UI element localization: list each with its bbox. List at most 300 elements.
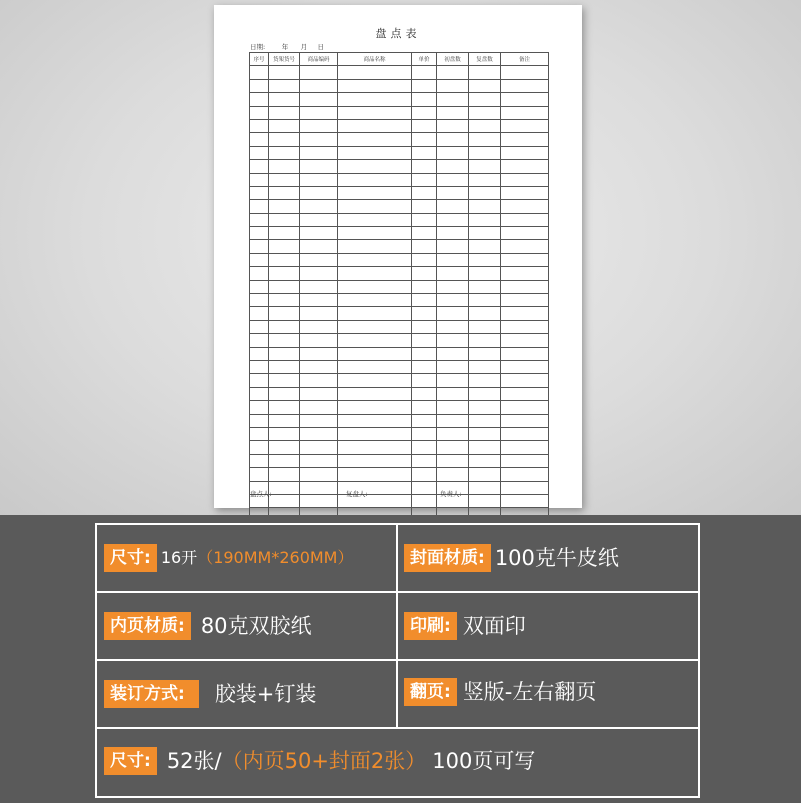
table-row: [250, 280, 549, 293]
table-cell: [437, 186, 469, 199]
table-cell: [469, 294, 501, 307]
table-cell: [437, 427, 469, 440]
table-cell: [412, 441, 437, 454]
table-cell: [437, 387, 469, 400]
table-cell: [269, 93, 300, 106]
table-cell: [250, 173, 269, 186]
table-cell: [338, 106, 412, 119]
inventory-sheet: [214, 5, 582, 508]
table-cell: [300, 133, 338, 146]
table-cell: [338, 227, 412, 240]
table-cell: [437, 227, 469, 240]
table-cell: [501, 213, 549, 226]
table-cell: [412, 481, 437, 494]
table-cell: [412, 468, 437, 481]
table-cell: [338, 186, 412, 199]
table-cell: [412, 200, 437, 213]
table-cell: [469, 481, 501, 494]
table-cell: [469, 173, 501, 186]
spec-cover-material: [404, 544, 619, 572]
column-header: 货架货号: [269, 53, 300, 66]
table-row: [250, 227, 549, 240]
column-header: 商品名称: [338, 53, 412, 66]
table-cell: [412, 454, 437, 467]
table-cell: [437, 441, 469, 454]
counter-signature-label: 盘点人:: [250, 490, 272, 498]
table-cell: [250, 280, 269, 293]
table-cell: [338, 79, 412, 92]
table-cell: [269, 441, 300, 454]
table-cell: [300, 294, 338, 307]
table-cell: [501, 401, 549, 414]
table-cell: [300, 280, 338, 293]
size-detail: （190MM*260MM）: [197, 548, 354, 567]
table-cell: [250, 387, 269, 400]
table-cell: [338, 294, 412, 307]
table-cell: [469, 79, 501, 92]
manager-signature-label: 负责人:: [440, 490, 462, 498]
table-row: [250, 374, 549, 387]
cover-material-label: 封面材质:: [404, 544, 491, 572]
table-cell: [501, 253, 549, 266]
table-cell: [338, 374, 412, 387]
table-cell: [501, 173, 549, 186]
table-cell: [250, 441, 269, 454]
table-cell: [412, 320, 437, 333]
binding-label: 装订方式:: [104, 680, 199, 708]
table-cell: [250, 320, 269, 333]
table-cell: [338, 173, 412, 186]
table-cell: [269, 66, 300, 79]
table-cell: [338, 360, 412, 373]
flip-value: 竖版-左右翻页: [462, 680, 597, 704]
table-cell: [501, 106, 549, 119]
table-row: [250, 468, 549, 481]
table-cell: [300, 66, 338, 79]
table-cell: [300, 307, 338, 320]
table-cell: [338, 93, 412, 106]
table-cell: [269, 334, 300, 347]
table-cell: [250, 307, 269, 320]
table-cell: [437, 79, 469, 92]
table-cell: [412, 173, 437, 186]
table-row: [250, 79, 549, 92]
table-cell: [501, 374, 549, 387]
table-cell: [469, 334, 501, 347]
table-cell: [269, 253, 300, 266]
table-cell: [338, 200, 412, 213]
table-cell: [501, 387, 549, 400]
table-cell: [469, 213, 501, 226]
table-cell: [338, 240, 412, 253]
table-cell: [469, 160, 501, 173]
table-cell: [501, 240, 549, 253]
table-cell: [501, 347, 549, 360]
table-cell: [437, 280, 469, 293]
table-cell: [300, 106, 338, 119]
table-cell: [501, 160, 549, 173]
table-cell: [501, 146, 549, 159]
table-cell: [437, 468, 469, 481]
date-line: 日期: 年 月 日: [250, 43, 324, 51]
table-cell: [469, 93, 501, 106]
table-cell: [501, 133, 549, 146]
table-cell: [412, 294, 437, 307]
table-cell: [412, 401, 437, 414]
table-cell: [412, 387, 437, 400]
table-row: [250, 186, 549, 199]
table-cell: [338, 320, 412, 333]
table-cell: [469, 454, 501, 467]
table-cell: [469, 441, 501, 454]
table-row: [250, 347, 549, 360]
table-row: [250, 360, 549, 373]
table-cell: [250, 267, 269, 280]
table-cell: [437, 320, 469, 333]
table-cell: [412, 414, 437, 427]
table-cell: [300, 360, 338, 373]
size-label: 尺寸:: [104, 544, 157, 572]
table-cell: [300, 414, 338, 427]
table-cell: [469, 427, 501, 440]
table-row: [250, 387, 549, 400]
spec-panel: [0, 515, 801, 803]
table-row: [250, 481, 549, 494]
table-cell: [437, 200, 469, 213]
spec-inner-material: [104, 612, 312, 640]
table-cell: [338, 280, 412, 293]
table-cell: [501, 454, 549, 467]
table-cell: [412, 213, 437, 226]
table-cell: [269, 119, 300, 132]
table-cell: [338, 160, 412, 173]
table-cell: [437, 267, 469, 280]
table-cell: [501, 227, 549, 240]
table-cell: [250, 294, 269, 307]
table-row: [250, 119, 549, 132]
table-cell: [300, 213, 338, 226]
table-cell: [501, 334, 549, 347]
table-cell: [501, 360, 549, 373]
table-row: [250, 320, 549, 333]
table-cell: [269, 481, 300, 494]
table-row: [250, 93, 549, 106]
table-cell: [437, 401, 469, 414]
table-cell: [412, 267, 437, 280]
table-cell: [250, 146, 269, 159]
spec-grid: [0, 515, 801, 803]
table-cell: [250, 427, 269, 440]
table-row: [250, 66, 549, 79]
table-cell: [501, 441, 549, 454]
inventory-table: [249, 52, 549, 522]
table-cell: [469, 186, 501, 199]
table-cell: [501, 267, 549, 280]
table-cell: [269, 307, 300, 320]
table-cell: [469, 200, 501, 213]
table-cell: [250, 66, 269, 79]
table-cell: [269, 347, 300, 360]
table-row: [250, 294, 549, 307]
table-cell: [250, 213, 269, 226]
table-row: [250, 307, 549, 320]
table-cell: [269, 79, 300, 92]
table-cell: [269, 227, 300, 240]
table-cell: [300, 427, 338, 440]
table-cell: [250, 79, 269, 92]
table-cell: [250, 106, 269, 119]
table-cell: [437, 294, 469, 307]
table-row: [250, 160, 549, 173]
table-cell: [338, 66, 412, 79]
sheet-count-value: 52张/: [166, 749, 222, 773]
sheet-count-label: 尺寸:: [104, 747, 157, 775]
table-cell: [469, 106, 501, 119]
table-cell: [250, 334, 269, 347]
table-cell: [437, 213, 469, 226]
table-cell: [412, 119, 437, 132]
printing-value: 双面印: [462, 614, 526, 638]
column-header: 复盘数: [469, 53, 501, 66]
table-cell: [300, 160, 338, 173]
table-cell: [338, 454, 412, 467]
table-cell: [338, 347, 412, 360]
table-cell: [412, 307, 437, 320]
table-cell: [412, 494, 437, 507]
table-cell: [501, 93, 549, 106]
table-cell: [412, 360, 437, 373]
table-cell: [338, 213, 412, 226]
table-cell: [269, 133, 300, 146]
table-cell: [250, 374, 269, 387]
table-cell: [501, 186, 549, 199]
table-cell: [469, 119, 501, 132]
table-cell: [300, 387, 338, 400]
table-cell: [338, 267, 412, 280]
grid-line: [396, 523, 398, 729]
table-cell: [412, 186, 437, 199]
table-cell: [412, 146, 437, 159]
table-cell: [412, 334, 437, 347]
table-cell: [501, 307, 549, 320]
table-row: [250, 253, 549, 266]
table-cell: [338, 146, 412, 159]
table-cell: [501, 66, 549, 79]
table-row: [250, 173, 549, 186]
table-cell: [300, 454, 338, 467]
table-cell: [469, 494, 501, 507]
table-cell: [501, 280, 549, 293]
table-cell: [437, 334, 469, 347]
table-cell: [469, 360, 501, 373]
table-cell: [269, 267, 300, 280]
table-cell: [338, 307, 412, 320]
spec-sheet-count: [104, 747, 535, 775]
table-cell: [269, 427, 300, 440]
flip-label: 翻页:: [404, 678, 457, 706]
table-cell: [437, 253, 469, 266]
table-row: [250, 240, 549, 253]
table-cell: [469, 133, 501, 146]
table-cell: [412, 347, 437, 360]
column-header: 备注: [501, 53, 549, 66]
table-cell: [437, 347, 469, 360]
table-row: [250, 200, 549, 213]
table-cell: [338, 401, 412, 414]
table-cell: [437, 160, 469, 173]
table-cell: [437, 66, 469, 79]
table-cell: [269, 200, 300, 213]
table-cell: [250, 454, 269, 467]
table-cell: [250, 347, 269, 360]
table-cell: [300, 374, 338, 387]
table-row: [250, 146, 549, 159]
table-cell: [300, 334, 338, 347]
table-cell: [338, 441, 412, 454]
table-row: [250, 133, 549, 146]
table-cell: [437, 240, 469, 253]
table-cell: [469, 280, 501, 293]
table-cell: [412, 106, 437, 119]
spec-binding: [104, 680, 316, 708]
table-cell: [437, 146, 469, 159]
table-cell: [412, 79, 437, 92]
table-cell: [250, 401, 269, 414]
table-cell: [412, 133, 437, 146]
table-cell: [469, 320, 501, 333]
table-row: [250, 414, 549, 427]
sheet-count-detail: （内页50+封面2张）: [221, 749, 427, 773]
grid-line: [698, 523, 700, 798]
table-cell: [300, 186, 338, 199]
table-cell: [269, 374, 300, 387]
recounter-signature-label: 复盘人:: [346, 490, 368, 498]
table-cell: [269, 387, 300, 400]
table-cell: [338, 133, 412, 146]
table-cell: [269, 294, 300, 307]
table-cell: [250, 93, 269, 106]
table-cell: [412, 66, 437, 79]
table-cell: [469, 307, 501, 320]
table-cell: [269, 146, 300, 159]
table-cell: [469, 240, 501, 253]
table-cell: [469, 66, 501, 79]
table-cell: [412, 280, 437, 293]
table-cell: [269, 360, 300, 373]
table-cell: [300, 253, 338, 266]
table-cell: [469, 267, 501, 280]
table-cell: [469, 146, 501, 159]
table-cell: [300, 240, 338, 253]
table-cell: [469, 387, 501, 400]
table-cell: [469, 468, 501, 481]
table-cell: [250, 186, 269, 199]
inner-material-value: 80克双胶纸: [200, 614, 312, 638]
table-cell: [437, 360, 469, 373]
column-header: 商品编码: [300, 53, 338, 66]
table-cell: [300, 146, 338, 159]
table-cell: [412, 93, 437, 106]
table-cell: [469, 227, 501, 240]
table-cell: [338, 334, 412, 347]
table-header-row: [250, 53, 549, 66]
table-cell: [300, 267, 338, 280]
table-cell: [437, 133, 469, 146]
table-cell: [501, 119, 549, 132]
table-cell: [250, 133, 269, 146]
table-cell: [250, 414, 269, 427]
table-row: [250, 213, 549, 226]
table-cell: [501, 320, 549, 333]
table-cell: [437, 307, 469, 320]
binding-value: 胶装+钉装: [214, 682, 317, 706]
table-cell: [501, 468, 549, 481]
table-cell: [412, 227, 437, 240]
table-cell: [250, 468, 269, 481]
table-cell: [300, 481, 338, 494]
grid-line: [95, 796, 700, 798]
table-cell: [300, 320, 338, 333]
table-cell: [250, 240, 269, 253]
spec-flip: [404, 678, 596, 706]
table-cell: [412, 374, 437, 387]
table-cell: [437, 119, 469, 132]
table-cell: [338, 387, 412, 400]
table-cell: [338, 468, 412, 481]
table-cell: [412, 253, 437, 266]
table-cell: [269, 414, 300, 427]
table-cell: [338, 119, 412, 132]
table-row: [250, 334, 549, 347]
column-header: 序号: [250, 53, 269, 66]
inner-material-label: 内页材质:: [104, 612, 191, 640]
table-cell: [412, 160, 437, 173]
table-cell: [250, 227, 269, 240]
grid-line: [95, 523, 97, 798]
table-row: [250, 441, 549, 454]
table-cell: [269, 468, 300, 481]
spec-printing: [404, 612, 526, 640]
writable-pages-value: 100页可写: [432, 749, 536, 773]
table-cell: [501, 200, 549, 213]
table-cell: [300, 441, 338, 454]
table-cell: [469, 253, 501, 266]
table-row: [250, 427, 549, 440]
table-cell: [269, 280, 300, 293]
table-cell: [501, 414, 549, 427]
table-row: [250, 454, 549, 467]
table-cell: [269, 173, 300, 186]
table-row: [250, 401, 549, 414]
table-cell: [300, 173, 338, 186]
sheet-title: 盘点表: [375, 27, 421, 40]
table-cell: [300, 401, 338, 414]
table-cell: [437, 173, 469, 186]
table-cell: [412, 427, 437, 440]
table-cell: [300, 347, 338, 360]
table-cell: [269, 401, 300, 414]
table-cell: [437, 454, 469, 467]
table-cell: [269, 454, 300, 467]
column-header: 单价: [412, 53, 437, 66]
table-cell: [300, 494, 338, 507]
table-cell: [437, 374, 469, 387]
table-cell: [269, 240, 300, 253]
column-header: 初盘数: [437, 53, 469, 66]
spec-size: [104, 544, 354, 572]
table-cell: [501, 494, 549, 507]
table-row: [250, 494, 549, 507]
